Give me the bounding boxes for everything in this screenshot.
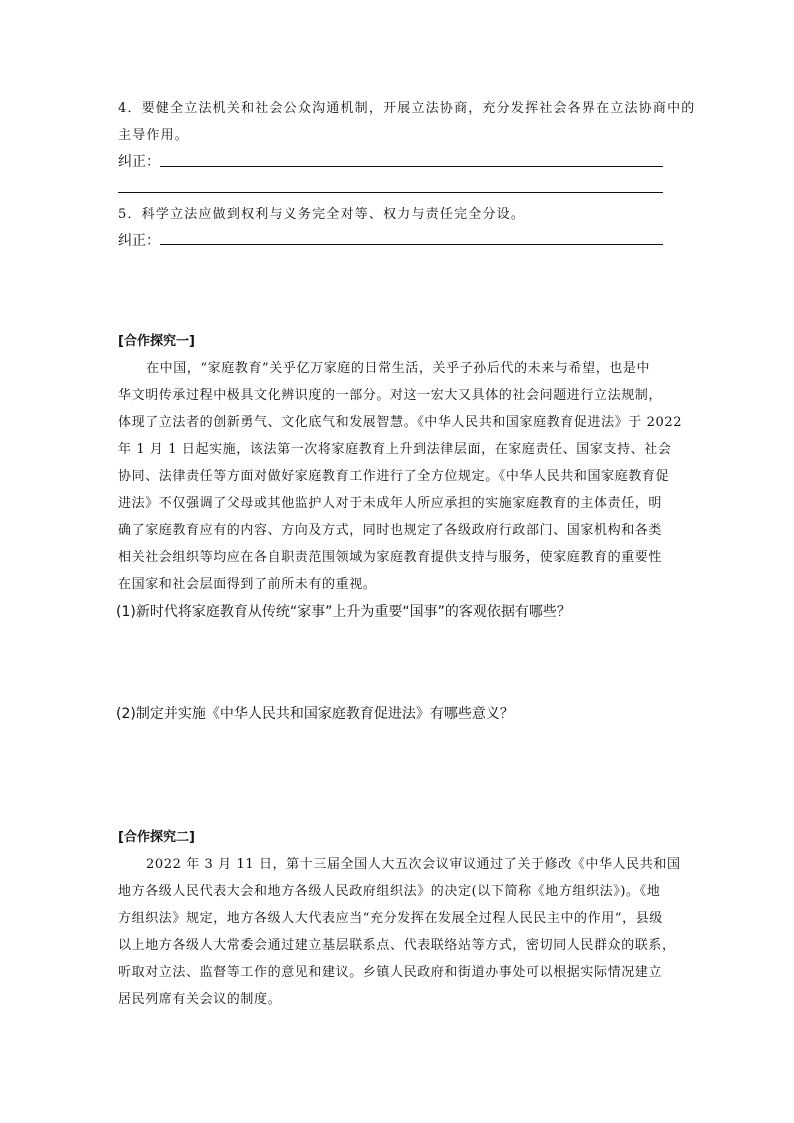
section-2-line: 方组织法》规定，地方各级人大代表应当“充分发挥在发展全过程人民民主中的作用”，县级 xyxy=(118,911,663,926)
question-1: (1)新时代将家庭教育从传统“家事”上升为重要“国事”的客观依据有哪些？ xyxy=(116,604,571,620)
section-1-heading: [合作探究一] xyxy=(118,334,195,349)
section-2-line: 居民列席有关会议的制度。 xyxy=(118,992,282,1007)
section-1-line: 华文明传承过程中极具文化辨识度的一部分。对这一宏大又具体的社会问题进行立法规制， xyxy=(118,388,663,403)
question-2: (2)制定并实施《中华人民共和国家庭教育促进法》有哪些意义？ xyxy=(116,706,514,722)
item-4-correction-label: 纠正： xyxy=(118,154,160,170)
section-1-line: 相关社会组织等均应在各自职责范围领域为家庭教育提供支持与服务，使家庭教育的重要性 xyxy=(118,550,663,565)
item-5-answer-line[interactable] xyxy=(160,244,663,245)
section-2-line: 以上地方各级人大常委会通过建立基层联系点、代表联络站等方式，密切同人民群众的联系， xyxy=(118,938,676,953)
item-4-line-2: 主导作用。 xyxy=(118,128,190,143)
item-4-line-1: 4．要健全立法机关和社会公众沟通机制，开展立法协商，充分发挥社会各界在立法协商中的 xyxy=(118,101,696,116)
section-1-line: 协同、法律责任等方面对做好家庭教育工作进行了全方位规定。《中华人民共和国家庭教育促 xyxy=(118,469,670,484)
section-1-line: 在中国，“家庭教育”关乎亿万家庭的日常生活，关乎子孙后代的未来与希望，也是中 xyxy=(146,361,651,376)
section-1-line: 确了家庭教育应有的内容、方向及方式，同时也规定了各级政府行政部门、国家机构和各类 xyxy=(118,523,663,538)
section-2-line: 地方各级人民代表大会和地方各级人民政府组织法》的决定(以下简称《地方组织法》)。《地 xyxy=(118,884,661,899)
item-4-answer-line-2[interactable] xyxy=(118,192,663,193)
section-1-line: 进法》不仅强调了父母或其他监护人对于未成年人所应承担的实施家庭教育的主体责任，明 xyxy=(118,496,663,511)
section-1-line: 年 1 月 1 日起实施，该法第一次将家庭教育上升到法律层面，在家庭责任、国家支持、社会 xyxy=(118,442,672,457)
section-1-line: 在国家和社会层面得到了前所未有的重视。 xyxy=(118,577,377,592)
section-2-heading: [合作探究二] xyxy=(118,830,195,845)
section-2-line: 听取对立法、监督等工作的意见和建议。乡镇人民政府和街道办事处可以根据实际情况建立 xyxy=(118,965,663,980)
item-4-answer-line-1[interactable] xyxy=(160,166,663,167)
section-2-line: 2022 年 3 月 11 日，第十三届全国人大五次会议审议通过了关于修改《中华人民共和国 xyxy=(146,857,681,872)
section-1-line: 体现了立法者的创新勇气、文化底气和发展智慧。《中华人民共和国家庭教育促进法》于 2022 xyxy=(118,415,683,430)
item-5-correction-label: 纠正： xyxy=(118,233,160,249)
item-5-line-1: 5．科学立法应做到权利与义务完全对等、权力与责任完全分设。 xyxy=(118,207,526,222)
